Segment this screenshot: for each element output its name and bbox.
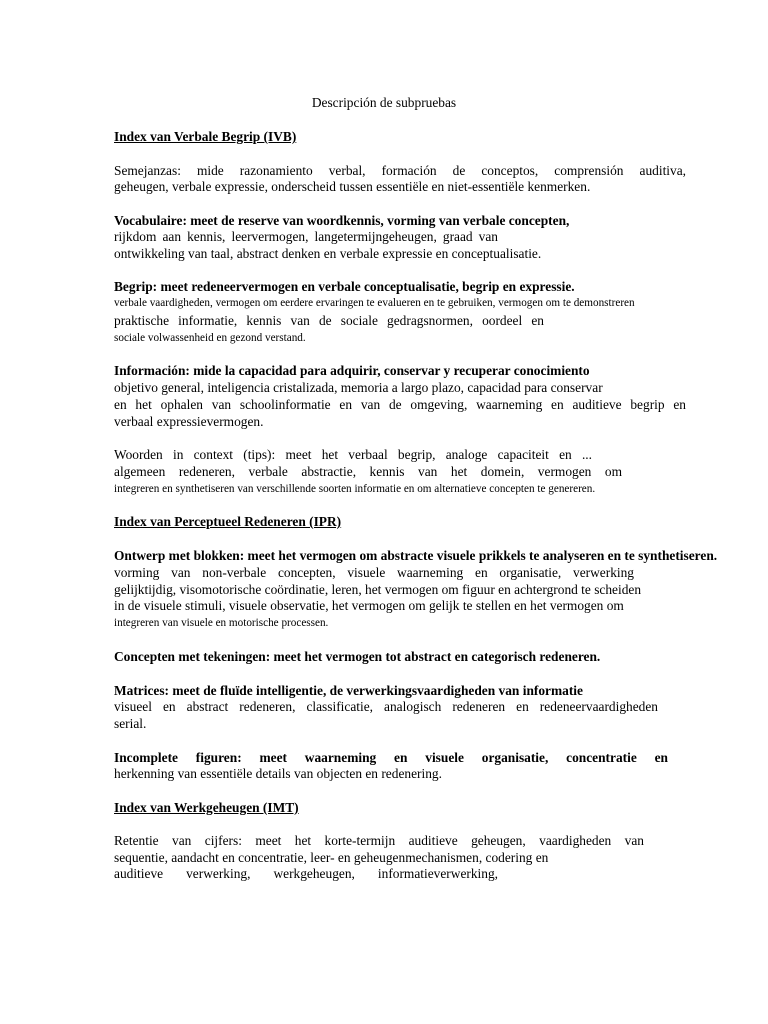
text-line: integreren van visuele en motorische processen. (114, 617, 329, 629)
text-line: algemeen redeneren, verbale abstractie, kennis van het domein, vermogen om (114, 464, 622, 479)
text-line: ontwikkeling van taal, abstract denken en verbale expressie en conceptualisatie. (114, 246, 542, 261)
section-heading-ivb: Index van Verbale Begrip (IVB) (114, 129, 297, 144)
text-line: verbaal expressievermogen. (114, 414, 264, 429)
text-line: vorming van non-verbale concepten, visuele waarneming en organisatie, verwerking (114, 565, 634, 580)
text-line: Woorden in context (tips): meet het verbaal begrip, analoge capaciteit en ... (114, 447, 592, 462)
text-line: objetivo general, inteligencia cristalizada, memoria a largo plazo, capacidad para conservar (114, 380, 603, 395)
text-line: geheugen, verbale expressie, onderscheid tussen essentiële en niet-essentiële kenmerken. (114, 179, 591, 194)
text-line: verbale vaardigheden, vermogen om eerdere ervaringen te evalueren en te gebruiken, vermogen om te demonstreren (114, 297, 635, 309)
text-line: herkenning van essentiële details van objecten en redenering. (114, 766, 442, 781)
paragraph-lead: Concepten met tekeningen: meet het vermogen tot abstract en categorisch redeneren. (114, 649, 601, 664)
paragraph-lead: Información: mide la capacidad para adquirir, conservar y recuperar conocimiento (114, 363, 590, 378)
text-line: sociale volwassenheid en gezond verstand. (114, 332, 306, 344)
text-line: en het ophalen van schoolinformatie en van de omgeving, waarneming en auditieve begrip en (114, 397, 686, 412)
text-line: auditieve verwerking, werkgeheugen, informatieverwerking, (114, 866, 498, 881)
paragraph-lead: Ontwerp met blokken: meet het vermogen om abstracte visuele prikkels te analyseren en te synthetiseren. (114, 548, 718, 563)
text-line: Retentie van cijfers: meet het korte-termijn auditieve geheugen, vaardigheden van (114, 833, 644, 848)
text-line: serial. (114, 716, 147, 731)
text-line: in de visuele stimuli, visuele observatie, het vermogen om gelijk te stellen en het vermogen om (114, 598, 624, 613)
text-line: gelijktijdig, visomotorische coördinatie, leren, het vermogen om figuur en achtergrond te scheiden (114, 582, 642, 597)
paragraph-lead: Incomplete figuren: meet waarneming en visuele organisatie, concentratie en (114, 750, 668, 765)
section-heading-imt: Index van Werkgeheugen (IMT) (114, 800, 299, 815)
text-line: integreren en synthetiseren van verschillende soorten informatie en om alternatieve concepten te genereren. (114, 483, 596, 495)
paragraph-lead: Matrices: meet de fluïde intelligentie, de verwerkingsvaardigheden van informatie (114, 683, 583, 698)
text-line: Semejanzas: mide razonamiento verbal, formación de conceptos, comprensión auditiva, (114, 163, 686, 178)
section-heading-ipr: Index van Perceptueel Redeneren (IPR) (114, 514, 342, 529)
paragraph-lead: Vocabulaire: meet de reserve van woordkennis, vorming van verbale concepten, (114, 213, 570, 228)
text-line: rijkdom aan kennis, leervermogen, langetermijngeheugen, graad van (114, 229, 498, 244)
text-line: visueel en abstract redeneren, classificatie, analogisch redeneren en redeneervaardigheden (114, 699, 658, 714)
paragraph-lead: Begrip: meet redeneervermogen en verbale conceptualisatie, begrip en expressie. (114, 279, 575, 294)
page-title: Descripción de subpruebas (311, 95, 457, 110)
text-line: sequentie, aandacht en concentratie, leer- en geheugenmechanismen, codering en (114, 850, 549, 865)
text-line: praktische informatie, kennis van de sociale gedragsnormen, oordeel en (114, 313, 544, 328)
